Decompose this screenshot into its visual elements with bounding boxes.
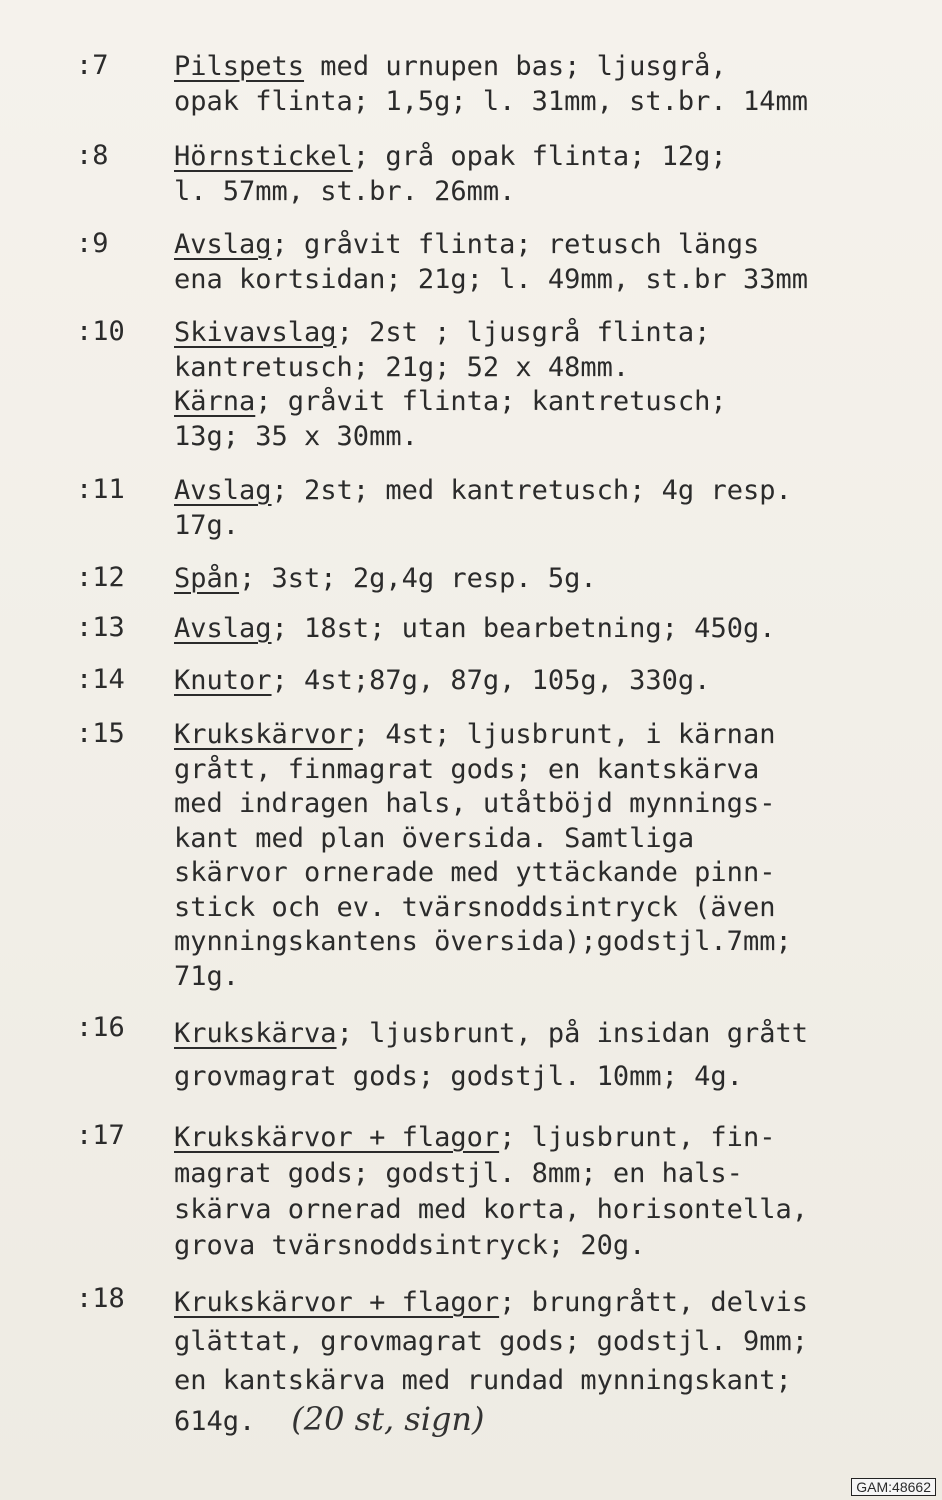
line-text: ; 3st; 2g,4g resp. 5g.: [239, 563, 597, 594]
text-line: [174, 316, 942, 351]
entry-text: [174, 664, 942, 699]
line-text: mynningskantens översida);godstjl.7mm;: [174, 926, 792, 957]
line-text: grått, finmagrat gods; en kantskärva: [174, 753, 760, 785]
underlined-term: Hörnstickel: [174, 141, 353, 172]
entry-number: :18: [76, 1283, 125, 1314]
text-line: [174, 1055, 942, 1098]
underlined-term: Krukskärvor: [174, 719, 353, 750]
line-text: ; gråvit flinta; retusch längs: [271, 229, 760, 260]
text-line: [174, 509, 942, 544]
text-line: [174, 753, 942, 788]
text-line: [174, 1192, 942, 1228]
entry-text: [174, 474, 942, 543]
entry-text: [174, 718, 942, 994]
text-line: [174, 664, 942, 699]
line-text: med urnupen bas; ljusgrå,: [304, 51, 727, 82]
text-line: [174, 474, 942, 509]
underlined-term: Avslag: [174, 475, 272, 506]
underlined-term: Pilspets: [174, 51, 305, 82]
entry-number: :12: [76, 562, 125, 593]
line-text: 13g; 35 x 30mm.: [174, 420, 418, 452]
underlined-term: Krukskärvor + flagor: [174, 1287, 500, 1318]
text-line: [174, 175, 942, 210]
text-line: [174, 1400, 942, 1441]
text-line: [174, 787, 942, 822]
text-line: [174, 562, 942, 597]
line-text: stick och ev. tvärsnoddsintryck (även: [174, 891, 776, 923]
text-line: [174, 351, 942, 386]
text-line: [174, 612, 942, 647]
underlined-term: Knutor: [174, 665, 272, 696]
underlined-term: Avslag: [174, 613, 272, 644]
line-text: kant med plan översida. Samtliga: [174, 822, 695, 854]
entry-number: :9: [76, 228, 109, 259]
text-line: [174, 1228, 942, 1264]
text-line: [174, 1361, 942, 1400]
entry-text: [174, 228, 942, 297]
line-text: med indragen hals, utåtböjd mynnings-: [174, 788, 776, 819]
underlined-term: Kärna: [174, 386, 256, 417]
line-text: ; 2st; med kantretusch; 4g resp.: [271, 475, 792, 506]
entry-text: [174, 562, 942, 597]
underlined-term: Krukskärva: [174, 1018, 337, 1049]
text-line: [174, 891, 942, 926]
entry-text: [174, 1283, 942, 1441]
line-text: opak flinta; 1,5g; l. 31mm, st.br. 14mm: [174, 85, 808, 117]
line-text: skärvor ornerade med yttäckande pinn-: [174, 857, 776, 888]
underlined-term: Krukskärvor + flagor: [174, 1122, 500, 1153]
underlined-term: Avslag: [174, 229, 272, 260]
entry-number: :10: [76, 316, 125, 347]
line-text: en kantskärva med rundad mynningskant;: [174, 1365, 792, 1396]
text-line: [174, 228, 942, 263]
text-line: [174, 925, 942, 960]
text-line: [174, 1120, 942, 1156]
line-text: kantretusch; 21g; 52 x 48mm.: [174, 351, 630, 383]
line-text: ; 2st ; ljusgrå flinta;: [336, 317, 711, 348]
line-text: ; 4st; ljusbrunt, i kärnan: [352, 719, 776, 750]
line-text: magrat gods; godstjl. 8mm; en hals-: [174, 1158, 743, 1189]
text-line: [174, 1283, 942, 1322]
entry-number: :14: [76, 664, 125, 695]
line-text: ; 4st;87g, 87g, 105g, 330g.: [271, 665, 711, 696]
underlined-term: Spån: [174, 563, 240, 594]
text-line: [174, 140, 942, 175]
line-text: grova tvärsnoddsintryck; 20g.: [174, 1230, 646, 1261]
line-text: grovmagrat gods; godstjl. 10mm; 4g.: [174, 1061, 743, 1092]
line-text: ; grå opak flinta; 12g;: [352, 141, 727, 172]
line-text: ; gråvit flinta; kantretusch;: [255, 386, 727, 417]
text-line: [174, 50, 942, 85]
text-line: [174, 1156, 942, 1192]
text-line: [174, 856, 942, 891]
entry-number: :16: [76, 1012, 125, 1043]
entry-number: :7: [76, 50, 109, 81]
text-line: [174, 385, 942, 420]
text-line: [174, 822, 942, 857]
text-line: [174, 1012, 942, 1055]
entry-number: :8: [76, 140, 109, 171]
line-text: 17g.: [174, 509, 240, 541]
line-text: l. 57mm, st.br. 26mm.: [174, 175, 516, 207]
entry-number: :15: [76, 718, 125, 749]
text-line: [174, 1322, 942, 1361]
line-text: 614g.: [174, 1406, 256, 1437]
line-text: glättat, grovmagrat gods; godstjl. 9mm;: [174, 1326, 808, 1357]
archive-stamp: GAM:48662: [851, 1478, 936, 1496]
entry-text: [174, 1120, 942, 1264]
entry-text: [174, 316, 942, 454]
text-line: [174, 960, 942, 995]
text-line: [174, 263, 942, 298]
entry-number: :13: [76, 612, 125, 643]
text-line: [174, 420, 942, 455]
entry-text: [174, 612, 942, 647]
text-line: [174, 85, 942, 120]
underlined-term: Skivavslag: [174, 317, 337, 348]
entry-text: [174, 140, 942, 209]
entry-number: :17: [76, 1120, 125, 1151]
line-text: ; ljusbrunt, fin-: [499, 1122, 776, 1153]
text-line: [174, 718, 942, 753]
line-text: skärva ornerad med korta, horisontella,: [174, 1194, 808, 1225]
line-text: ; ljusbrunt, på insidan grått: [336, 1018, 808, 1049]
entry-text: [174, 1012, 942, 1098]
entry-number: :11: [76, 474, 125, 505]
line-text: ; 18st; utan bearbetning; 450g.: [271, 613, 776, 644]
handwritten-note: (20 st, sign): [291, 1400, 485, 1438]
line-text: ; brungrått, delvis: [499, 1287, 808, 1318]
line-text: ena kortsidan; 21g; l. 49mm, st.br 33mm: [174, 263, 808, 295]
line-text: 71g.: [174, 960, 240, 992]
entry-text: [174, 50, 942, 119]
